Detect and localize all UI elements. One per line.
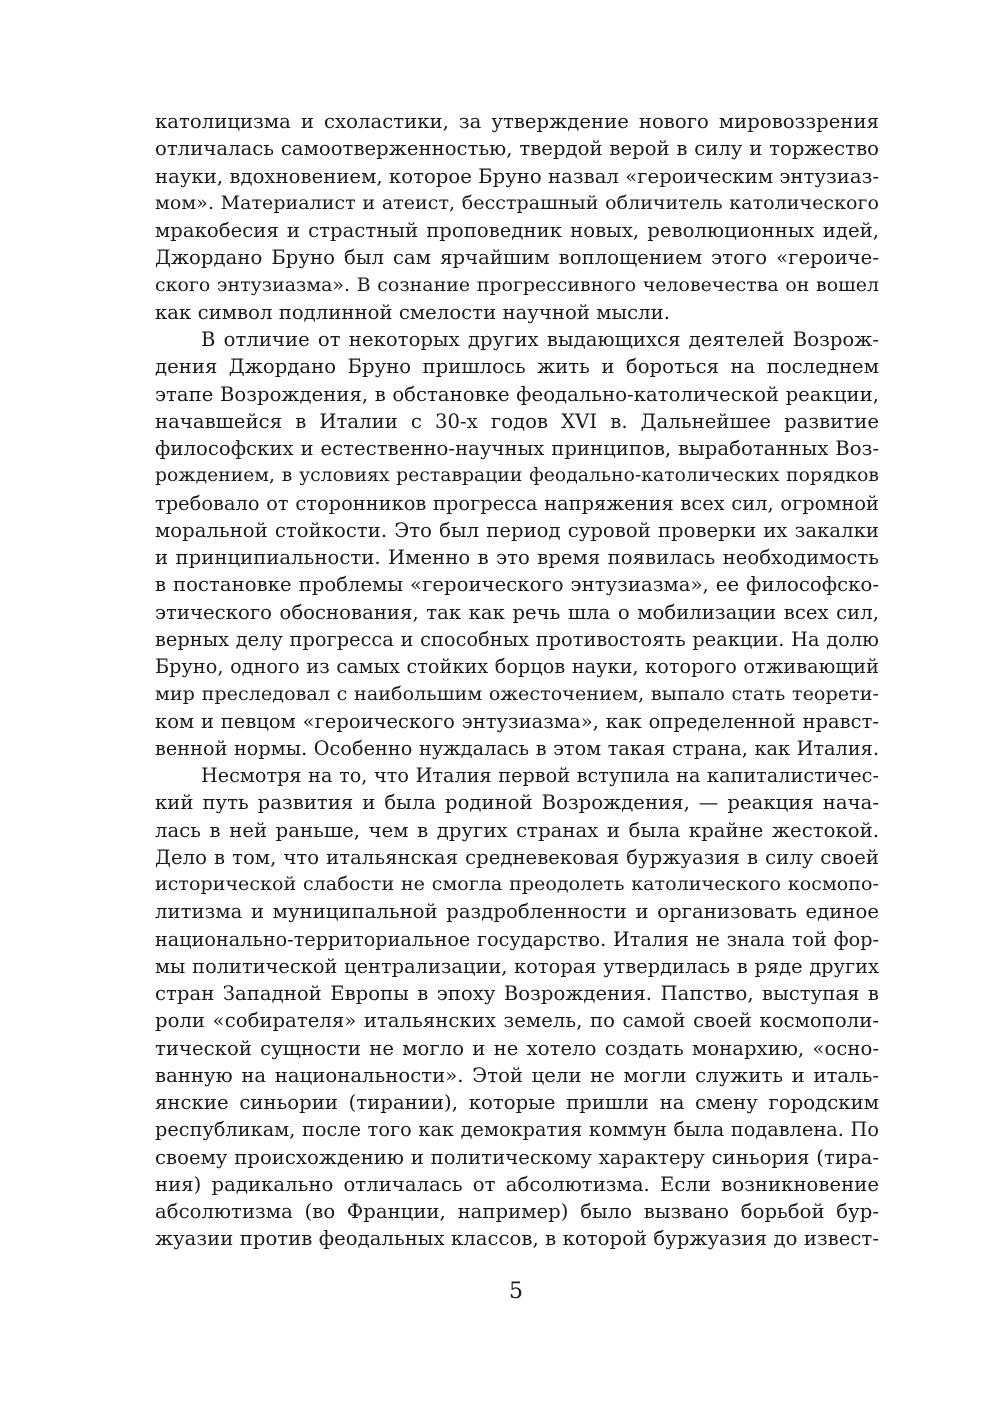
- text-line: католицизма и схоластики, за утверждение нового мировоззрения: [155, 110, 879, 133]
- text-line: кий путь развития и была родиной Возрождения, — реакция нача-: [155, 791, 879, 815]
- text-line: дения Джордано Бруно пришлось жить и бороться на последнем: [155, 355, 879, 379]
- text-line: янские синьории (тирании), которые пришли на смену городским: [155, 1091, 879, 1114]
- paragraph-3: [155, 762, 879, 1253]
- text-line: Несмотря на то, что Италия первой вступила на капиталистичес-: [201, 764, 879, 787]
- text-line: мы политической централизации, которая утвердилась в ряде других: [155, 954, 879, 978]
- text-line: венной нормы. Особенно нуждалась в этом такая страна, как Италия.: [155, 736, 879, 760]
- text-line: философских и естественно-научных принципов, выработанных Воз-: [155, 437, 879, 460]
- text-line: Джордано Бруно был сам ярчайшим воплощением этого «героиче-: [155, 246, 879, 270]
- paragraph-1: [155, 108, 879, 326]
- text-line: стран Западной Европы в эпоху Возрождения. Папство, выступая в: [155, 982, 879, 1005]
- text-line: национально-территориальное государство. Италия не знала той фор-: [155, 927, 879, 951]
- text-line: тической сущности не могло и не хотело создать монархию, «осно-: [155, 1036, 879, 1060]
- text-line: ванную на национальности». Этой цели не могли служить и италь-: [155, 1063, 879, 1087]
- text-line: науки, вдохновением, которое Бруно назвал «героическим энтузиаз-: [155, 164, 879, 188]
- text-line: исторической слабости не смогла преодолеть католического космопо-: [155, 873, 879, 895]
- text-line: требовало от сторонников прогресса напряжения всех сил, огромной: [155, 491, 879, 515]
- text-line: ского энтузиазма». В сознание прогрессивного человечества он вошел: [155, 273, 879, 296]
- text-line: республикам, после того как демократия коммун была подавлена. По: [155, 1118, 879, 1142]
- text-line: этического обоснования, так как речь шла о мобилизации всех сил,: [155, 600, 879, 624]
- text-line: жуазии против феодальных классов, в которой буржуазия до извест-: [155, 1227, 879, 1251]
- text-line: Бруно, одного из самых стойких борцов науки, которого отживающий: [155, 655, 879, 678]
- text-line: мир преследовал с наибольшим ожесточением, выпало стать теорети-: [155, 682, 879, 706]
- text-line: ния) радикально отличалась от абсолютизма. Если возникновение: [155, 1172, 879, 1196]
- paragraph-2: [155, 326, 879, 762]
- text-line: начавшейся в Италии с 30-х годов XVI в. Дальнейшее развитие: [155, 409, 879, 433]
- text-line: мом». Материалист и атеист, бесстрашный обличитель католического: [155, 191, 879, 214]
- body-text: [155, 108, 879, 1253]
- text-line: в постановке проблемы «героического энтузиазма», ее философско-: [155, 573, 879, 597]
- text-line: мракобесия и страстный проповедник новых, революционных идей,: [155, 219, 879, 242]
- text-line: литизма и муниципальной раздробленности и организовать единое: [155, 900, 879, 924]
- text-line: как символ подлинной смелости научной мысли.: [155, 300, 671, 324]
- page-number: 5: [509, 1279, 523, 1304]
- text-line: В отличие от некоторых других выдающихся деятелей Возрож-: [201, 328, 879, 351]
- text-line: рождением, в условиях реставрации феодально-католических порядков: [155, 465, 879, 487]
- text-line: ком и певцом «героического энтузиазма», как определенной нравст-: [155, 709, 879, 733]
- text-line: моральной стойкости. Это был период суровой проверки их закалки: [155, 518, 879, 542]
- text-line: роли «собирателя» итальянских земель, по самой своей космополи-: [155, 1009, 879, 1033]
- text-line: этапе Возрождения, в обстановке феодально-католической реакции,: [155, 382, 879, 406]
- text-line: верных делу прогресса и способных противостоять реакции. На долю: [155, 627, 879, 651]
- text-line: абсолютизма (во Франции, например) было вызвано борьбой бур-: [155, 1200, 879, 1223]
- text-line: лась в ней раньше, чем в других странах и была крайне жестокой.: [155, 818, 879, 842]
- text-line: и принципиальности. Именно в это время появилась необходимость: [155, 546, 879, 569]
- text-line: отличалась самоотверженностью, твердой верой в силу и торжество: [155, 137, 879, 161]
- text-line: своему происхождению и политическому характеру синьория (тира-: [155, 1145, 879, 1169]
- text-line: Дело в том, что итальянская средневековая буржуазия в силу своей: [155, 845, 879, 869]
